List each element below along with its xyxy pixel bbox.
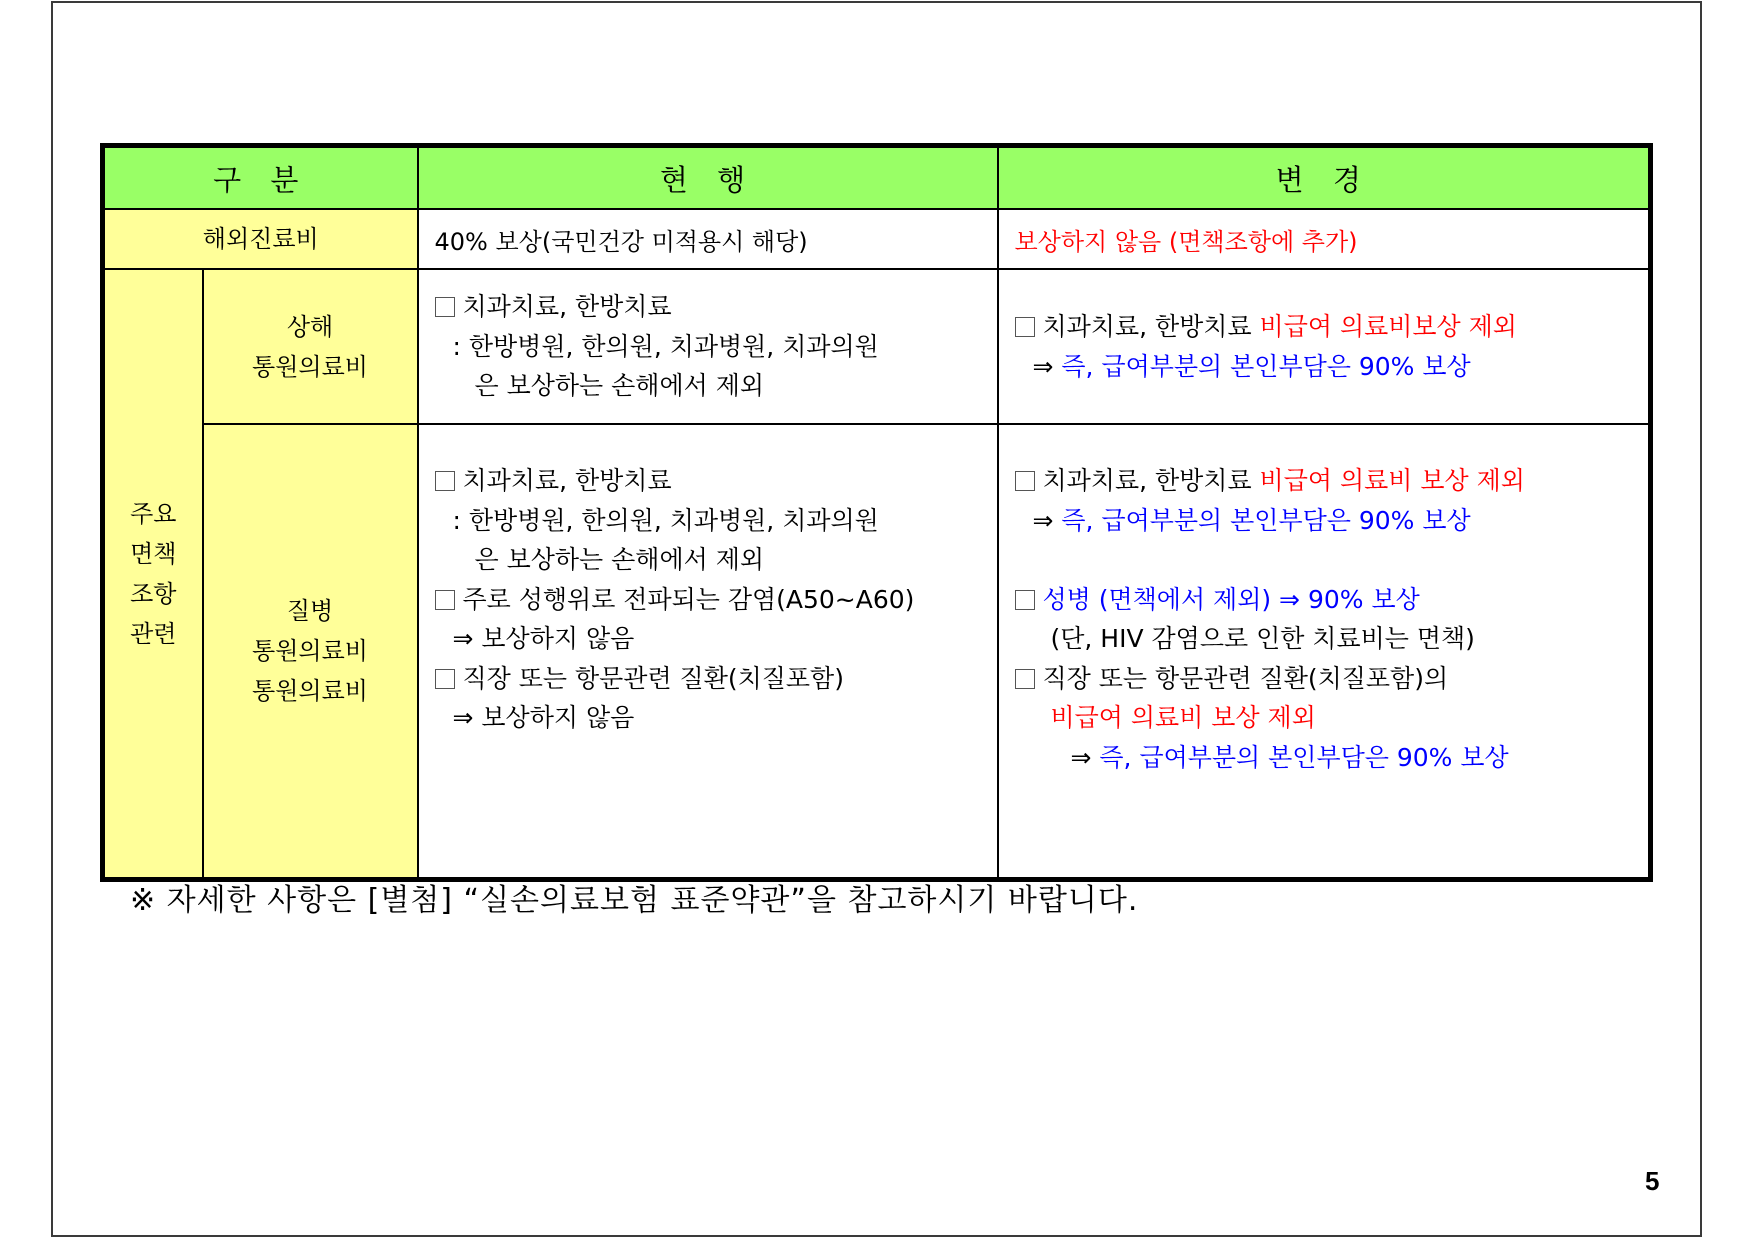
checkbox-bullet-icon [1015, 317, 1035, 337]
category-line: 상해 [286, 312, 334, 341]
text: 치과치료, 한방치료 [462, 466, 672, 495]
red-emphasis: 비급여 의료비보상 제외 [1259, 312, 1517, 341]
text: 치과치료, 한방치료 [1042, 312, 1260, 341]
text: : 한방병원, 한의원, 치과병원, 치과의원 [452, 505, 879, 535]
checkbox-bullet-icon [1015, 590, 1035, 610]
category-line: 통원의료비 [252, 352, 368, 381]
blue-emphasis: 즉, 급여부분의 본인부담은 90% 보상 [1061, 505, 1471, 535]
checkbox-bullet-icon [1015, 471, 1035, 491]
checkbox-bullet-icon [435, 471, 455, 491]
text: 직장 또는 항문관련 질환(치질포함)의 [1042, 663, 1449, 693]
category-line: 질병 [286, 597, 334, 625]
group-label-line: 관련 [130, 619, 177, 648]
table-row-injury [103, 269, 1651, 424]
table-row-overseas [103, 209, 1651, 269]
group-label [103, 269, 203, 880]
comparison-table-wrapper [100, 143, 1653, 882]
checkbox-bullet-icon [435, 590, 455, 610]
blue-emphasis: 성병 (면책에서 제외) ⇒ 90% 보상 [1042, 584, 1420, 614]
disease-changed [998, 424, 1651, 880]
checkbox-bullet-icon [1015, 669, 1035, 689]
checkbox-bullet-icon [435, 297, 455, 317]
text: 치과치료, 한방치료 [1042, 466, 1260, 495]
spacer [1015, 540, 1649, 580]
text: 치과치료, 한방치료 [462, 292, 672, 322]
footnote: ※ 자세한 사항은 [별첨] “실손의료보험 표준약관”을 참고하시기 바랍니다. [130, 883, 1139, 918]
arrow-icon: ⇒ [1070, 742, 1100, 772]
blue-emphasis: 즉, 급여부분의 본인부담은 90% 보상 [1061, 351, 1471, 381]
overseas-current: 40% 보상(국민건강 미적용시 해당) [418, 209, 998, 269]
overseas-changed: 보상하지 않음 (면책조항에 추가) [998, 209, 1651, 269]
group-label-line: 조항 [130, 579, 177, 608]
red-emphasis: 비급여 의료비 보상 제외 [1050, 703, 1316, 732]
text: (단, HIV 감염으로 인한 치료비는 면책) [1050, 624, 1475, 653]
page-number: 5 [1645, 1166, 1660, 1196]
header-current: 현 행 [418, 146, 998, 210]
checkbox-bullet-icon [435, 669, 455, 689]
header-row [103, 146, 1651, 210]
category-line: 통원의료비 [252, 637, 368, 665]
text: 주로 성행위로 전파되는 감염(A50~A60) [462, 584, 915, 614]
category-injury [203, 269, 418, 424]
header-category: 구 분 [103, 146, 418, 210]
disease-current [418, 424, 998, 880]
blue-emphasis: 즉, 급여부분의 본인부담은 90% 보상 [1099, 742, 1509, 772]
header-changed: 변 경 [998, 146, 1651, 210]
category-overseas: 해외진료비 [103, 209, 418, 269]
arrow-icon: ⇒ [1032, 505, 1062, 535]
comparison-table [100, 143, 1653, 882]
injury-changed [998, 269, 1651, 424]
category-line: 통원의료비 [252, 677, 368, 705]
text: 은 보상하는 손해에서 제외 [474, 371, 764, 401]
red-emphasis: 비급여 의료비 보상 제외 [1259, 466, 1525, 495]
group-label-line: 주요 [130, 499, 177, 528]
table-row-disease [103, 424, 1651, 880]
text: : 한방병원, 한의원, 치과병원, 치과의원 [452, 331, 879, 361]
text: 은 보상하는 손해에서 제외 [474, 545, 764, 574]
text: 직장 또는 항문관련 질환(치질포함) [462, 663, 844, 693]
arrow-icon: ⇒ [1032, 351, 1062, 381]
text: ⇒ 보상하지 않음 [452, 624, 635, 653]
group-label-line: 면책 [130, 539, 177, 568]
injury-current [418, 269, 998, 424]
category-disease [203, 424, 418, 880]
text: ⇒ 보상하지 않음 [452, 703, 635, 732]
